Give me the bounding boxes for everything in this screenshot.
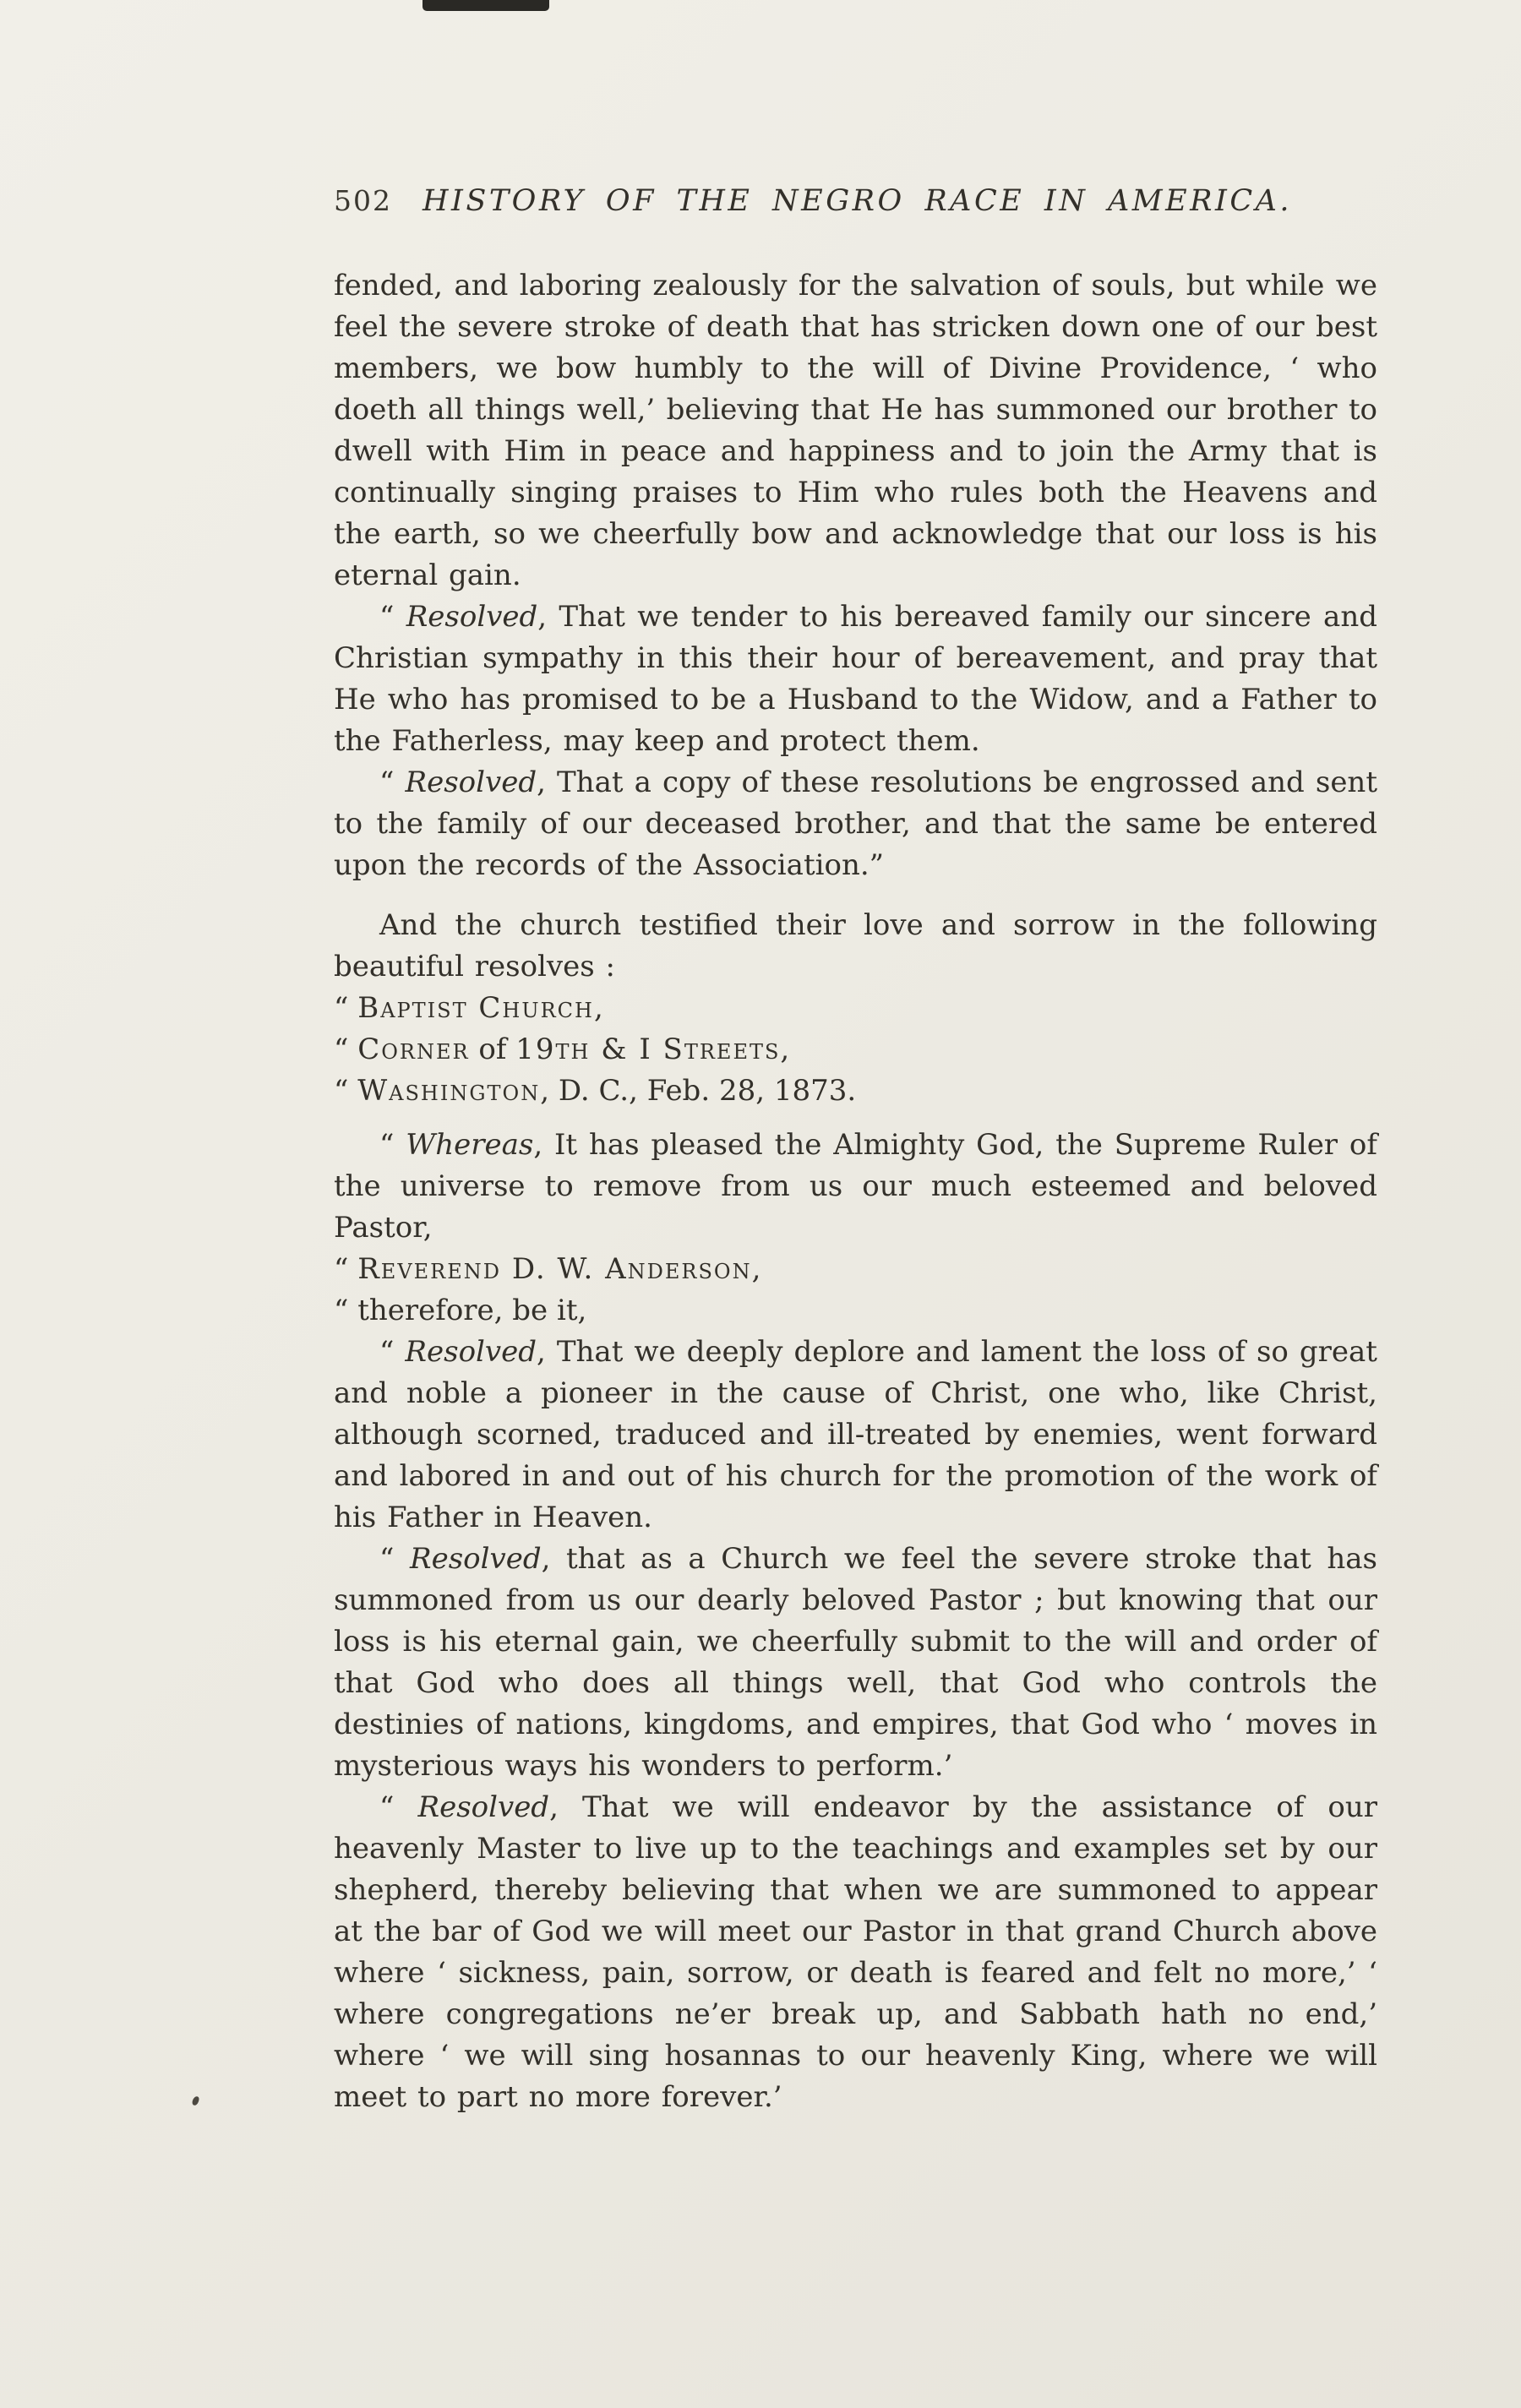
- paragraph-continuation: [334, 265, 1377, 597]
- paragraph-text: , It has pleased the Almighty God, the Supreme Ruler of the universe to remove from us our much esteemed and beloved Pastor,: [334, 1128, 1377, 1245]
- paragraph-text: , That a copy of these resolutions be engrossed and sent to the family of our deceased brother, and that the same be entered upon the records of the Association.”: [334, 765, 1377, 882]
- paragraph-resolved-1: [334, 597, 1377, 762]
- church-name: Baptist Church,: [357, 991, 605, 1025]
- paragraph-resolved-5: [334, 1787, 1377, 2118]
- address-part: of: [469, 1032, 516, 1066]
- resolved-lead: Resolved: [409, 1542, 542, 1576]
- dateline-church: [334, 988, 1377, 1029]
- address-part: Corner: [357, 1032, 470, 1066]
- open-quote: “: [334, 1032, 358, 1066]
- therefore-line: [334, 1290, 1377, 1332]
- paragraph-resolved-4: [334, 1539, 1377, 1787]
- running-head: [334, 184, 1377, 218]
- paragraph-text: , that as a Church we feel the severe stroke that has summoned from us our dearly beloved Pastor ; but knowing that our loss is his eternal gain, we cheerfully submit to the will and order of that God who does all things well, that God who controls the destinies of nations, kingdoms, and empires, that God who ‘ moves in mysterious ways his wonders to perform.’: [334, 1542, 1377, 1783]
- paragraph-whereas: [334, 1125, 1377, 1249]
- paragraph-resolved-2: [334, 762, 1377, 886]
- paragraph-text: fended, and laboring zealously for the salvation of souls, but while we feel the severe stroke of death that has stricken down one of our best members, we bow humbly to the will of Divine Providence, ‘ who doeth all things well,’ believing that He has summoned our brother to dwell with Him in peace and happiness and to join the Army that is continually singing praises to Him who rules both the Heavens and the earth, so we cheerfully bow and acknowledge that our loss is his eternal gain.: [334, 269, 1377, 592]
- city-name: Washington: [357, 1074, 541, 1108]
- paragraph-text: And the church testified their love and sorrow in the following beautiful resolves :: [334, 908, 1377, 983]
- open-quote: “: [334, 991, 358, 1025]
- whereas-lead: Whereas: [406, 1128, 534, 1162]
- page-number: 502: [334, 184, 392, 217]
- open-quote: “: [379, 765, 406, 799]
- dateline-city-date: [334, 1071, 1377, 1112]
- address-part: 19th & I Streets,: [515, 1032, 792, 1066]
- open-quote: “: [379, 1542, 410, 1576]
- date-text: , D. C., Feb. 28, 1873.: [540, 1074, 857, 1108]
- paragraph-text: , That we deeply deplore and lament the loss of so great and noble a pioneer in the cause of Christ, one who, like Christ, although scorned, traduced and ill-treated by enemies, went forward and labored in and out of his church for the promotion of the work of his Father in Heaven.: [334, 1335, 1377, 1534]
- resolved-lead: Resolved: [405, 765, 537, 799]
- resolved-lead: Resolved: [405, 1335, 537, 1369]
- open-quote: “: [334, 1252, 358, 1286]
- dateline-address: [334, 1029, 1377, 1071]
- open-quote: “: [379, 1335, 406, 1369]
- therefore-text: “ therefore, be it,: [334, 1294, 587, 1327]
- paragraph-transition: [334, 905, 1377, 988]
- paragraph-text: , That we tender to his bereaved family our sincere and Christian sympathy in this their hour of bereavement, and pray that He who has promised to be a Husband to the Widow, and a Father to the Fatherless, may keep and protect them.: [334, 600, 1377, 758]
- paragraph-text: , That we will endeavor by the assistance of our heavenly Master to live up to the teachings and examples set by our shepherd, thereby believing that when we are summoned to appear at the bar of God we will meet our Pastor in that grand Church above where ‘ sickness, pain, sorrow, or death is feared and felt no more,’ ‘ where congregations ne’er break up, and Sabbath hath no end,’ where ‘ we will sing hosannas to our heavenly King, where we will meet to part no more forever.’: [334, 1790, 1377, 2114]
- open-quote: “: [379, 600, 406, 634]
- scan-artifact-icon: [422, 0, 549, 11]
- scan-speck-icon: [191, 2095, 199, 2106]
- open-quote: “: [379, 1790, 418, 1824]
- page-text-block: [334, 184, 1377, 2118]
- pastor-name-line: [334, 1249, 1377, 1290]
- open-quote: “: [379, 1128, 406, 1162]
- open-quote: “: [334, 1074, 358, 1108]
- resolved-lead: Resolved: [417, 1790, 550, 1824]
- resolved-lead: Resolved: [406, 600, 538, 634]
- running-title: HISTORY OF THE NEGRO RACE IN AMERICA.: [422, 184, 1293, 218]
- pastor-name: Reverend D. W. Anderson,: [357, 1252, 763, 1286]
- paragraph-resolved-3: [334, 1332, 1377, 1539]
